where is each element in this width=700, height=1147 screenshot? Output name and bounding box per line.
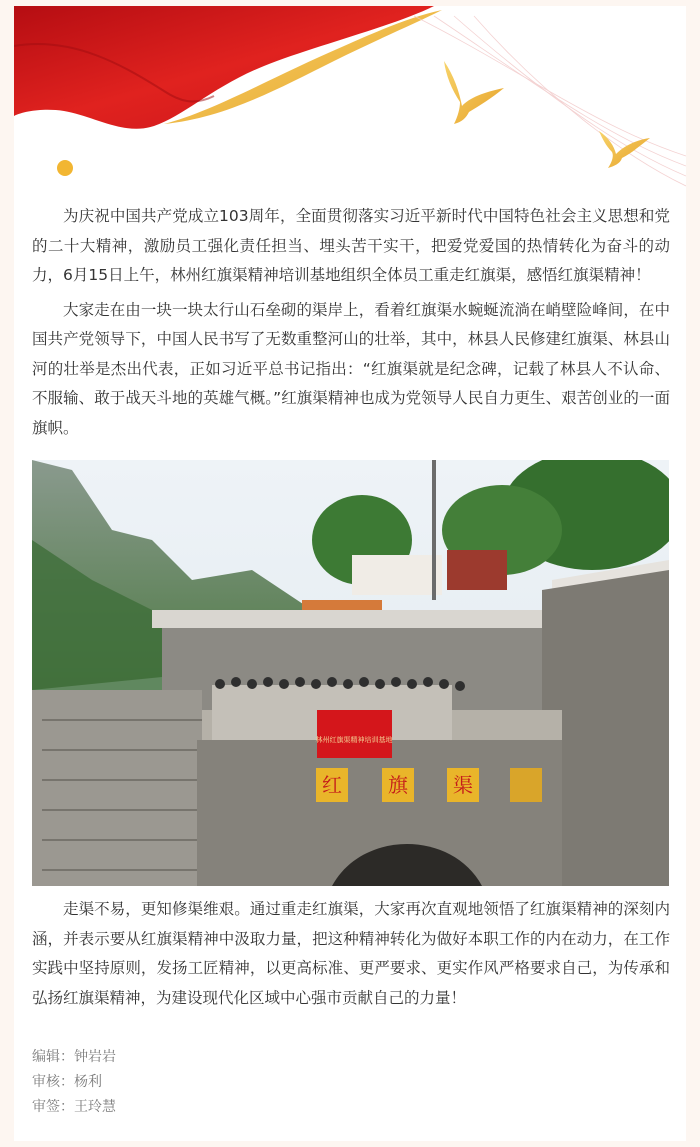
- plaque-char: 红: [322, 773, 342, 797]
- editor-name: 钟岩岩: [74, 1049, 116, 1065]
- plaque-char: 旗: [388, 773, 408, 797]
- red-banner: [317, 710, 392, 758]
- banner-text: 林州红旗渠精神培训基地: [315, 736, 393, 744]
- dove-icon: [444, 61, 504, 124]
- reviewer-row: [32, 1070, 116, 1095]
- editor-label: 编辑：: [32, 1049, 74, 1065]
- credits: [32, 1045, 116, 1120]
- header-banner: [14, 6, 686, 196]
- dove-icon-small: [599, 131, 650, 168]
- reviewer-name: 杨利: [74, 1074, 102, 1090]
- plaque-char: 渠: [453, 773, 473, 797]
- gold-dot: [57, 160, 73, 176]
- reviewer-label: 审核：: [32, 1074, 74, 1090]
- paragraph: 走渠不易，更知修渠维艰。通过重走红旗渠，大家再次直观地领悟了红旗渠精神的深刻内涵，并表示要从红旗渠精神中汲取力量，把这种精神转化为做好本职工作的内在动力，在工作实践中坚持原则，发扬工匠精神，以更高标准、更严要求、更实作风严格要求自己，为传承和弘扬红旗渠精神，为建设现代化区域中心强市贡献自己的力量！: [32, 900, 670, 1007]
- approver-row: [32, 1095, 116, 1120]
- article-body: [32, 202, 670, 443]
- paragraph: 大家走在由一块一块太行山石垒砌的渠岸上，看着红旗渠水蜿蜒流淌在峭壁险峰间，在中国共产党领导下，中国人民书写了无数重整河山的壮举，其中，林县人民修建红旗渠、林县山河的壮举是杰出代表，正如习近平总书记指出：“红旗渠就是纪念碑，记载了林县人不认命、不服输、敢于战天斗地的英雄气概。”红旗渠精神也成为党领导人民自力更生、艰苦创业的一面旗帜。: [32, 300, 670, 437]
- approver-name: 王玲慧: [74, 1099, 116, 1115]
- paragraph: 为庆祝中国共产党成立103周年，全面贯彻落实习近平新时代中国特色社会主义思想和党的二十大精神，激励员工强化责任担当、埋头苦干实干，把爱党爱国的热情转化为奋斗的动力，6月15日上午，林州红旗渠精神培训基地组织全体员工重走红旗渠，感悟红旗渠精神！: [32, 207, 670, 284]
- closing-paragraph: [32, 895, 670, 1013]
- group-photo: [32, 460, 669, 886]
- approver-label: 审签：: [32, 1099, 74, 1115]
- editor-row: [32, 1045, 116, 1070]
